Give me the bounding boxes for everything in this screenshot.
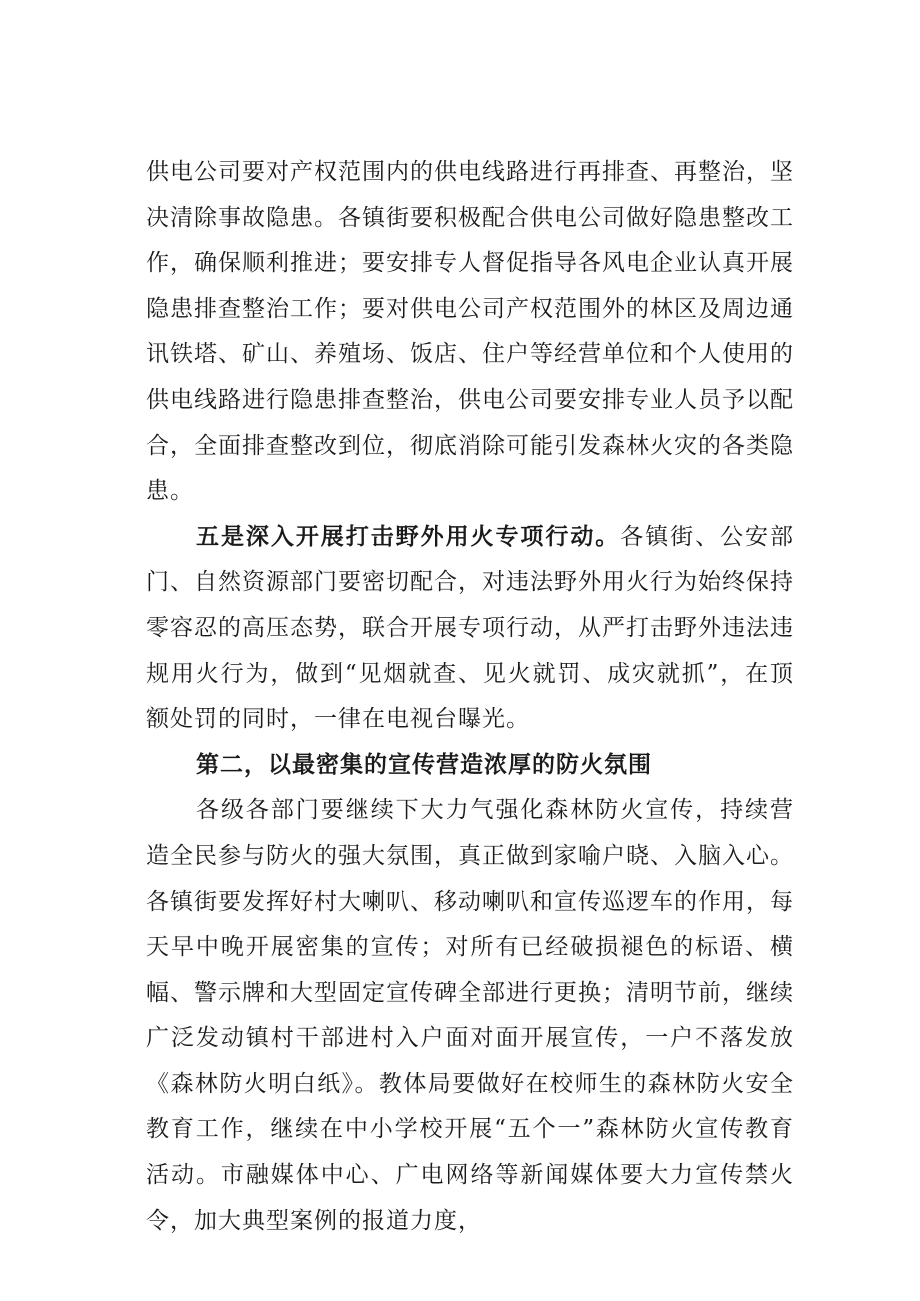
- paragraph-crackdown-field-fire: [146, 515, 794, 743]
- paragraph-lead-bold: 五是深入开展打击野外用火专项行动。: [196, 523, 621, 550]
- paragraph-power-line-inspection: 供电公司要对产权范围内的供电线路进行再排查、再整治，坚决清除事故隐患。各镇街要积极配合供电公司做好隐患整改工作，确保顺利推进；要安排专人督促指导各风电企业认真开展隐患排查整治工作；要对供电公司产权范围外的林区及周边通讯铁塔、矿山、养殖场、饭店、住户等经营单位和个人使用的供电线路进行隐患排查整治，供电公司要安排专业人员予以配合，全面排查整改到位，彻底消除可能引发森林火灾的各类隐患。: [146, 159, 794, 505]
- document-body: [146, 150, 794, 1244]
- paragraph-body-text: 各镇街、公安部门、自然资源部门要密切配合，对违法野外用火行为始终保持零容忍的高压态势，联合开展专项行动，从严打击野外违法违规用火行为，做到“见烟就查、见火就罚、成灾就抓”，在顶额处罚的同时，一律在电视台曝光。: [146, 523, 795, 733]
- paragraph-publicity: 各级各部门要继续下大力气强化森林防火宣传，持续营造全民参与防火的强大氛围，真正做到家喻户晓、入脑入心。各镇街要发挥好村大喇叭、移动喇叭和宣传巡逻车的作用，每天早中晚开展密集的宣传；对所有已经破损褪色的标语、横幅、警示牌和大型固定宣传碑全部进行更换；清明节前，继续广泛发动镇村干部进村入户面对面开展宣传，一户不落发放《森林防火明白纸》。教体局要做好在校师生的森林防火安全教育工作，继续在中小学校开展“五个一”森林防火宣传教育活动。市融媒体中心、广电网络等新闻媒体要大力宣传禁火令，加大典型案例的报道力度，: [146, 797, 794, 1234]
- section-heading: 第二，以最密集的宣传营造浓厚的防火氛围: [196, 751, 652, 778]
